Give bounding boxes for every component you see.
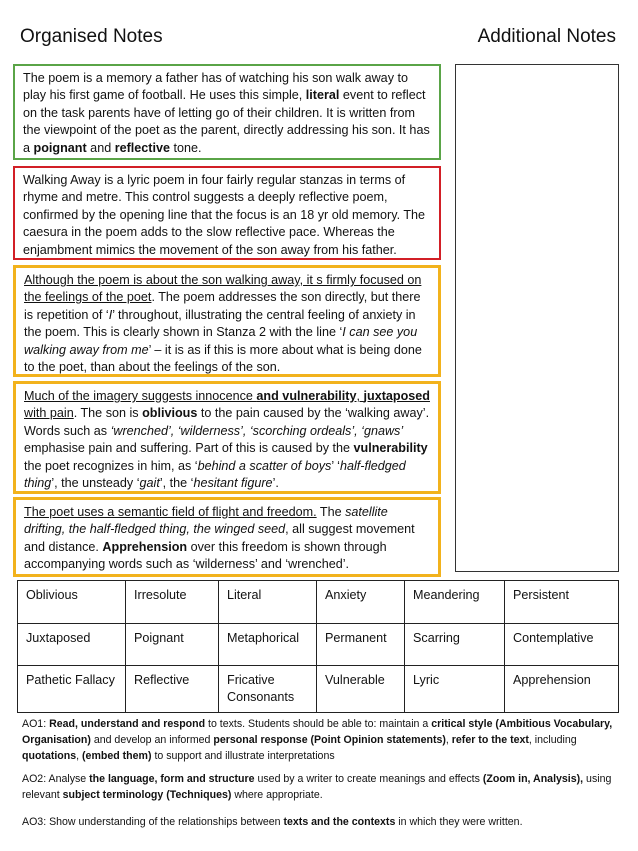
keyword-cell: Permanent: [317, 623, 405, 666]
imagery-text-4: the poet recognizes in him, as ‘: [24, 458, 198, 473]
summary-bold-literal: literal: [305, 88, 340, 103]
ao2-bold-2: (Zoom in, Analysis),: [482, 773, 584, 785]
imagery-text-8: ’.: [272, 476, 279, 491]
summary-bold-reflective: reflective: [114, 140, 171, 155]
note-box-feelings: [13, 265, 441, 377]
summary-text-2: event to reflect on the task parents have of letting go of their children. It is written from the viewpoint of the poet as the parent, directly addressing his son. It has a: [23, 88, 430, 155]
keyword-cell: Meandering: [405, 581, 505, 624]
note-box-form: [13, 166, 441, 260]
keyword-cell: Fricative Consonants: [219, 666, 317, 713]
ao1-text-7: to support and illustrate interpretations: [151, 750, 335, 762]
keyword-row: [18, 623, 619, 666]
semantic-underlined: The poet uses a semantic field of flight and freedom.: [24, 505, 317, 519]
summary-bold-poignant: poignant: [33, 140, 87, 155]
ao3-criteria: [22, 814, 617, 830]
imagery-text-7: ’, the ‘: [159, 476, 194, 491]
ao2-text-4: where appropriate.: [231, 789, 323, 801]
ao1-text-6: ,: [76, 750, 83, 762]
keyword-cell: Irresolute: [126, 581, 219, 624]
ao1-bold-4: refer to the text: [451, 734, 529, 746]
ao1-criteria: [22, 716, 617, 764]
semantic-text-1: The: [316, 505, 346, 519]
ao1-bold-5: quotations: [22, 750, 77, 762]
imagery-italic-gait: gait: [139, 476, 160, 491]
keyword-row: [18, 666, 619, 713]
keyword-cell: Literal: [219, 581, 317, 624]
ao3-bold-1: texts and the contexts: [283, 816, 396, 828]
keyword-cell: Juxtaposed: [18, 623, 126, 666]
feelings-italic-i: I: [108, 307, 113, 322]
keyword-cell: Contemplative: [505, 623, 619, 666]
feelings-text-3: ’ – it is as if this is more about what is being done to the poet, than about the feelings of the son.: [24, 342, 422, 375]
imagery-text-5: ’ ‘: [331, 458, 340, 473]
keyword-cell: Persistent: [505, 581, 619, 624]
semantic-italic: satellite drifting, the half-fledged thing, the winged seed: [24, 505, 388, 537]
feelings-italic-quote: I can see you walking away from me: [24, 325, 418, 357]
ao2-bold-1: the language, form and structure: [89, 773, 255, 785]
imagery-underlined-3: with pain: [24, 406, 74, 421]
imagery-bold-vulnerability: and vulnerability: [256, 389, 357, 403]
additional-notes-heading: Additional Notes: [477, 26, 616, 47]
note-box-summary: [13, 64, 441, 160]
note-box-imagery: [13, 381, 441, 494]
semantic-text-2: , all suggest movement and distance.: [24, 522, 415, 554]
summary-text-3: and: [86, 140, 115, 155]
keyword-row: [18, 581, 619, 624]
imagery-italic-scatter: behind a scatter of boys: [197, 458, 332, 473]
imagery-text-6: ’, the unsteady ‘: [51, 476, 140, 491]
ao2-criteria: [22, 771, 617, 803]
ao1-text-4: ,: [445, 734, 452, 746]
ao1-text-3: and develop an informed: [90, 734, 214, 746]
ao2-text-2: used by a writer to create meanings and effects: [254, 773, 483, 785]
keyword-table: [17, 580, 619, 713]
keyword-cell: Vulnerable: [317, 666, 405, 713]
ao2-bold-3: subject terminology (Techniques): [62, 789, 232, 801]
ao1-text-1: AO1:: [22, 718, 50, 730]
form-text: Walking Away is a lyric poem in four fairly regular stanzas in terms of rhyme and metre. This control suggests a deeply reflective poem, confirmed by the opening line that the focus is an 18 yr old memory. The caesura in the poem adds to the slow reflective pace. Whereas the enjambment mimics the movement of the son away from his father.: [23, 173, 426, 257]
imagery-bold-juxtaposed: juxtaposed: [363, 389, 430, 403]
ao2-text-1: AO2: Analyse: [22, 773, 90, 785]
keyword-cell: Scarring: [405, 623, 505, 666]
keyword-cell: Poignant: [126, 623, 219, 666]
feelings-underlined: Although the poem is about the son walking away, it s firmly focused on the feelings of the poet: [24, 273, 422, 305]
imagery-italic-words: ‘wrenched’, ‘wilderness’, ‘scorching ordeals’, ‘gnaws’: [110, 423, 404, 438]
keyword-cell: Lyric: [405, 666, 505, 713]
imagery-italic-hesitant: hesitant figure: [193, 476, 273, 491]
ao1-bold-2: critical style (Ambitious Vocabulary, Organisation): [22, 718, 613, 746]
keyword-cell: Anxiety: [317, 581, 405, 624]
ao1-bold-1: Read, understand and respond: [49, 718, 206, 730]
imagery-text-3: emphasise pain and suffering. Part of this is caused by the: [24, 441, 354, 456]
imagery-underlined-1: Much of the imagery suggests innocence: [24, 389, 257, 403]
keyword-cell: Oblivious: [18, 581, 126, 624]
ao1-bold-3: personal response (Point Opinion statements): [213, 734, 446, 746]
feelings-text-1: . The poem addresses the son directly, but there is repetition of ‘: [24, 290, 421, 322]
semantic-bold-apprehension: Apprehension: [102, 539, 188, 554]
imagery-italic-fledged: half-fledged thing: [24, 458, 406, 491]
semantic-text-3: over this freedom is shown through accompanying words such as ‘wilderness’ and ‘wrenched’.: [24, 539, 387, 572]
ao1-text-5: , including: [528, 734, 577, 746]
feelings-text-2: ’ throughout, illustrating the central feeling of anxiety in the poem. This is clearly shown in Stanza 2 with the line ‘: [24, 307, 416, 340]
imagery-bold-vulnerability-2: vulnerability: [353, 441, 428, 456]
keyword-cell: Metaphorical: [219, 623, 317, 666]
note-box-semantic-field: [13, 497, 441, 577]
imagery-underlined-2: ,: [356, 389, 364, 403]
keyword-cell: Reflective: [126, 666, 219, 713]
ao3-text-1: AO3: Show understanding of the relationships between: [22, 816, 284, 828]
organised-notes-heading: Organised Notes: [20, 26, 163, 47]
ao1-bold-6: (embed them): [82, 750, 152, 762]
imagery-text-1: . The son is: [73, 406, 143, 421]
keyword-cell: Pathetic Fallacy: [18, 666, 126, 713]
summary-text-4: tone.: [170, 140, 202, 155]
keyword-cell: Apprehension: [505, 666, 619, 713]
ao2-text-3: using relevant: [22, 773, 612, 801]
ao3-text-2: in which they were written.: [395, 816, 523, 828]
imagery-bold-oblivious: oblivious: [142, 406, 198, 421]
summary-text-1: The poem is a memory a father has of watching his son walk away to play his first game of football. He uses this simple,: [23, 71, 408, 103]
additional-notes-box: [455, 64, 619, 572]
imagery-text-2: to the pain caused by the ‘walking away’. Words such as: [24, 406, 430, 438]
ao1-text-2: to texts. Students should be able to: maintain a: [205, 718, 432, 730]
